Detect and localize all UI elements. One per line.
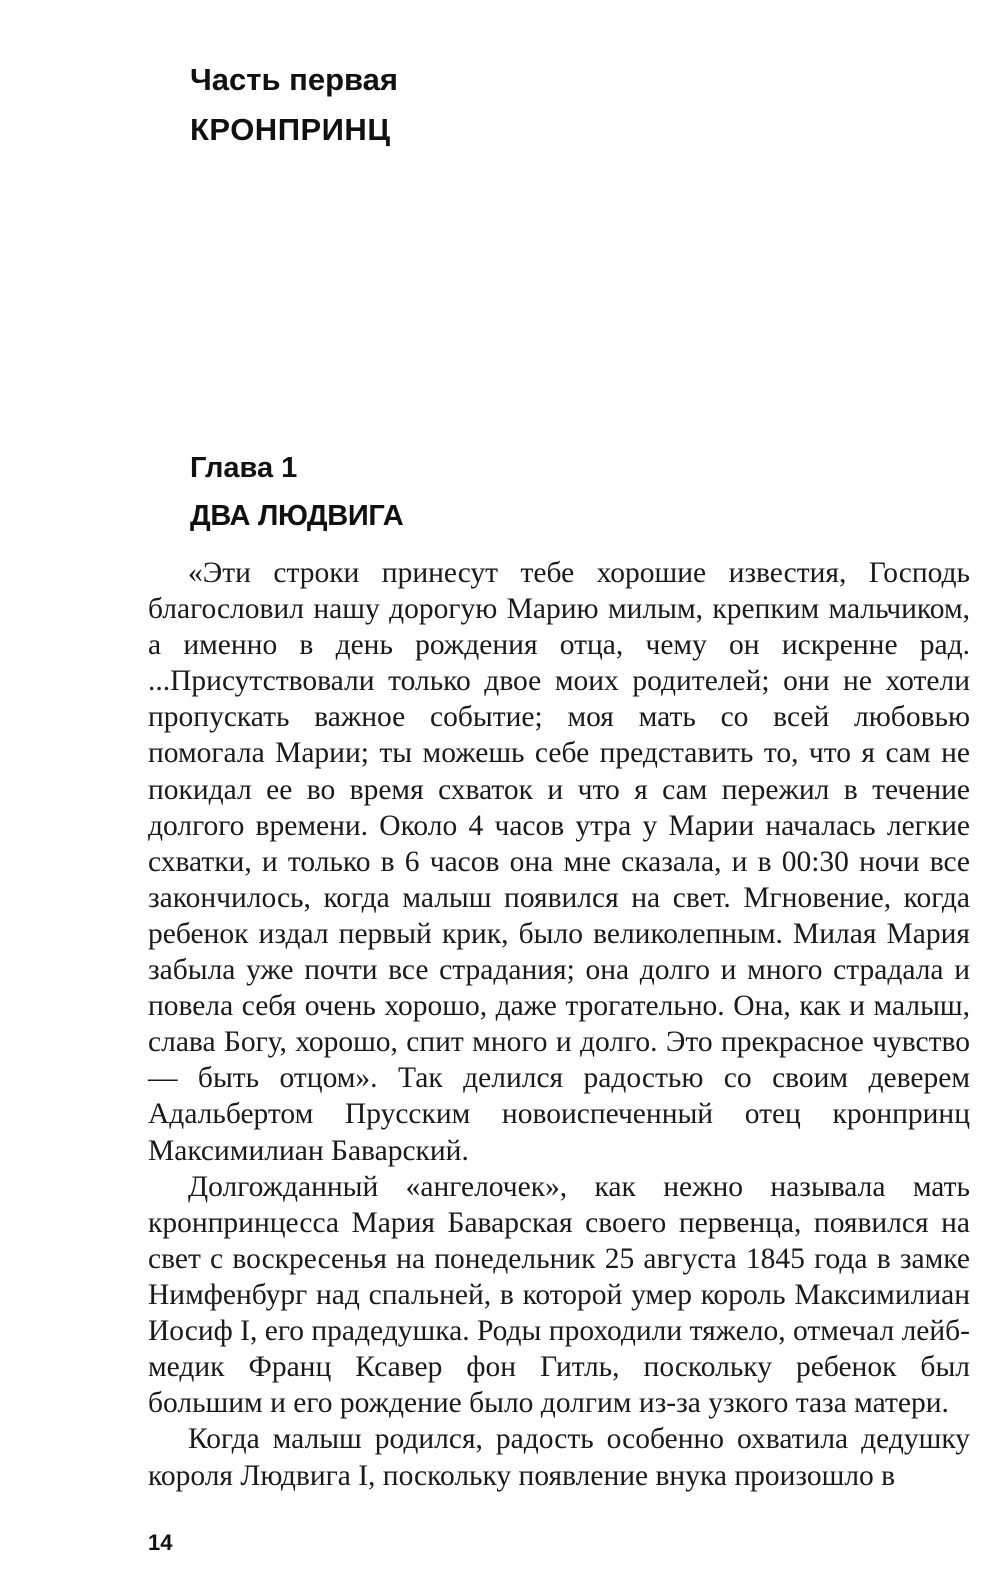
body-text (148, 555, 970, 1494)
paragraph-1: «Эти строки принесут тебе хорошие известия, Господь благословил нашу дорогую Марию милым, крепким мальчиком, а именно в день рождения отца, чему он искренне рад. ...Присутствовали только двое моих родителей; они не хотели пропускать важное событие; моя мать со всей любовью помогала Марии; ты можешь себе представить то, что я сам не покидал ее во время схваток и что я сам пережил в течение долгого времени. Около 4 часов утра у Марии началась легкие схватки, и только в 6 часов она мне сказала, и в 00:30 ночи все закончилось, когда малыш появился на свет. Мгновение, когда ребенок издал первый крик, было великолепным. Милая Мария забыла уже почти все страдания; она долго и много страдала и повела себя очень хорошо, даже трогательно. Она, как и малыш, слава Богу, хорошо, спит много и долго. Это прекрасное чувство — быть отцом». Так делился радостью со своим деверем Адальбертом Прусским новоиспеченный отец кронпринц Максимилиан Баварский. (148, 557, 970, 1167)
paragraph-2: Долгожданный «ангелочек», как нежно называла мать кронпринцесса Мария Баварская своего первенца, появился на свет с воскресенья на понедельник 25 августа 1845 года в замке Нимфенбург над спальней, в которой умер король Максимилиан Иосиф I, его прадедушка. Роды проходили тяжело, отмечал лейб-медик Франц Ксавер фон Гитль, поскольку ребенок был большим и его рождение было долгим из-за узкого таза матери. (148, 1170, 970, 1420)
chapter-label: Глава 1 (190, 452, 298, 484)
paragraph-3: Когда малыш родился, радость особенно охватила дедушку короля Людвига I, поскольку появление внука произошло в (148, 1423, 970, 1492)
part-label: Часть первая (190, 62, 398, 97)
chapter-title: ДВА ЛЮДВИГА (190, 500, 404, 532)
page-number: 14 (148, 1530, 173, 1555)
part-title: КРОНПРИНЦ (190, 112, 391, 147)
